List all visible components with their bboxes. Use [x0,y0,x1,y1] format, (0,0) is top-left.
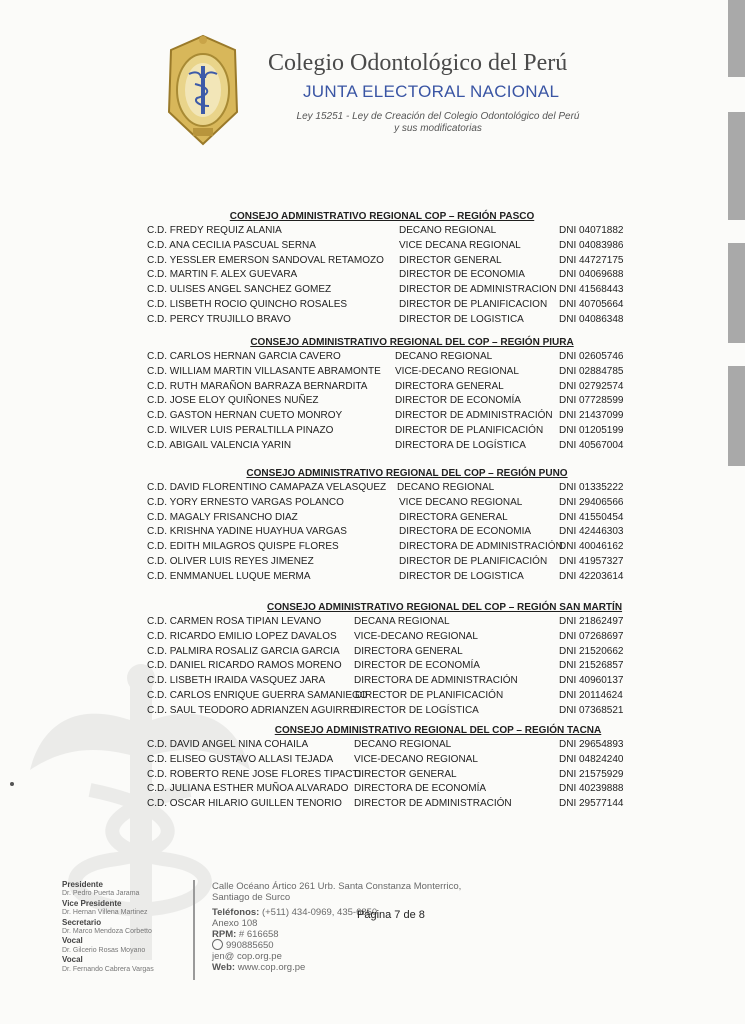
edge-tab-2 [728,112,745,220]
member-role: DIRECTORA GENERAL [399,511,508,523]
footer-divider [193,880,195,980]
officer-name: Dr. Marco Mendoza Corbetto [62,928,152,936]
member-name: C.D. DAVID ANGEL NINA COHAILA [147,739,309,750]
member-name: C.D. GASTON HERNAN CUETO MONROY [147,410,343,422]
member-name: C.D. OSCAR HILARIO GUILLEN TENORIO [147,798,342,810]
member-row [147,797,624,812]
member-row [147,540,624,555]
section-pasco [147,210,624,328]
member-name: C.D. JULIANA ESTHER MUÑOA ALVARADO [147,783,349,795]
officer-role: Vice Presidente [62,898,122,908]
member-role: DECANO REGIONAL [395,351,493,362]
member-dni: DNI 02605746 [559,351,624,362]
member-dni: DNI 02884785 [559,365,624,377]
officers-list [62,880,154,974]
whatsapp-icon [212,939,223,950]
officer-role: Secretario [62,917,102,927]
member-role: VICE DECANA REGIONAL [399,239,521,251]
law-line-1: Ley 15251 - Ley de Creación del Colegio Odontológico del Perú [296,111,580,122]
member-dni: DNI 40705664 [559,298,624,310]
member-dni: DNI 42446303 [559,526,624,538]
member-name: C.D. YORY ERNESTO VARGAS POLANCO [147,496,344,508]
member-dni: DNI 21520662 [559,645,624,657]
member-row [147,424,624,439]
member-name: C.D. ENMMANUEL LUQUE MERMA [147,570,311,582]
member-dni: DNI 04086348 [559,313,624,325]
member-role: DIRECTOR GENERAL [399,254,502,266]
member-row [147,224,624,239]
scan-speck [10,782,14,786]
member-row [147,313,624,328]
member-row [147,689,623,704]
member-name: C.D. YESSLER EMERSON SANDOVAL RETAMOZO [147,254,384,266]
member-name: C.D. ANA CECILIA PASCUAL SERNA [147,239,316,251]
member-name: C.D. LISBETH ROCIO QUINCHO ROSALES [147,298,348,310]
member-role: DIRECTORA DE LOGÍSTICA [395,439,526,451]
section-title: CONSEJO ADMINISTRATIVO REGIONAL DEL COP – REGIÓN PUNO [246,468,568,479]
member-role: DIRECTOR DE ADMINISTRACIÓN [354,798,512,810]
member-dni: DNI 07368521 [559,704,624,716]
member-role: DIRECTORA GENERAL [354,645,463,657]
member-name: C.D. EDITH MILAGROS QUISPE FLORES [147,541,339,553]
member-row [147,615,624,630]
member-name: C.D. KRISHNA YADINE HUAYHUA VARGAS [147,526,347,538]
member-name: C.D. WILVER LUIS PERALTILLA PINAZO [147,424,334,436]
edge-tab-4 [728,366,745,466]
member-role: DECANO REGIONAL [399,225,497,236]
member-dni: DNI 21526857 [559,660,624,672]
member-row [147,511,624,526]
web-label: Web: [212,962,236,974]
member-role: VICE-DECANO REGIONAL [354,753,478,765]
member-dni: DNI 29406566 [559,496,624,508]
address-line-2: Santiago de Surco [212,892,291,903]
member-row [147,254,624,269]
member-dni: DNI 40046162 [559,541,624,553]
officer-role: Presidente [62,880,103,889]
member-name: C.D. PERCY TRUJILLO BRAVO [147,313,291,325]
member-row [147,298,624,313]
member-name: C.D. ULISES ANGEL SANCHEZ GOMEZ [147,284,332,296]
address-line-1: Calle Océano Ártico 261 Urb. Santa Constanza Monterrico, [212,881,462,892]
member-row [147,704,624,719]
member-row [147,439,624,454]
phones-value: (+511) 434-0969, 435-6850 [261,907,378,918]
member-dni: DNI 04083986 [559,239,624,251]
member-role: DIRECTORA DE ECONOMÍA [354,783,487,795]
rpm-label: RPM: [212,929,237,940]
section-title: CONSEJO ADMINISTRATIVO REGIONAL DEL COP – REGIÓN SAN MARTÍN [267,602,623,613]
member-row [147,674,624,689]
member-dni: DNI 01205199 [559,424,624,436]
member-dni: DNI 29577144 [559,798,624,810]
member-dni: DNI 02792574 [559,380,624,392]
section-piura [147,336,624,454]
member-dni: DNI 40567004 [559,439,624,451]
member-dni: DNI 04069688 [559,269,624,281]
whatsapp-number: 990885650 [226,940,274,952]
section-title: CONSEJO ADMINISTRATIVO REGIONAL DEL COP – REGIÓN PIURA [250,337,574,348]
member-name: C.D. LISBETH IRAIDA VASQUEZ JARA [147,675,326,687]
member-role: DIRECTOR DE PLANIFICACIÓN [395,424,544,436]
member-role: DECANA REGIONAL [354,616,450,627]
officer-name: Dr. Pedro Puerta Jarama [62,890,140,898]
member-row [147,570,624,585]
officer-name: Dr. Fernando Cabrera Vargas [62,965,154,973]
member-name: C.D. ABIGAIL VALENCIA YARIN [147,439,292,451]
member-name: C.D. SAUL TEODORO ADRIANZEN AGUIRRE [147,704,357,716]
member-dni: DNI 41550454 [559,511,624,523]
member-name: C.D. CARLOS ENRIQUE GUERRA SAMANIEGO [147,689,368,701]
section-title: CONSEJO ADMINISTRATIVO REGIONAL COP – REGIÓN PASCO [229,211,535,222]
member-name: C.D. CARMEN ROSA TIPIAN LEVANO [147,616,322,627]
law-caption [282,111,594,135]
member-name: C.D. DAVID FLORENTINO CAMAPAZA VELASQUEZ [147,482,387,493]
member-role: DIRECTOR DE ECONOMÍA [354,660,480,672]
org-title: Colegio Odontológico del Perú [268,50,568,76]
member-name: C.D. DANIEL RICARDO RAMOS MORENO [147,660,342,672]
member-role: DIRECTOR DE LOGÍSTICA [354,704,479,716]
member-role: DIRECTORA DE ECONOMIA [399,526,532,538]
member-name: C.D. MAGALY FRISANCHO DIAZ [147,511,298,523]
member-row [147,555,624,570]
member-dni: DNI 41957327 [559,555,624,567]
member-role: DIRECTOR DE LOGISTICA [399,570,524,582]
member-row [147,283,624,298]
member-role: DIRECTORA DE ADMINISTRACIÓN [354,675,518,687]
member-name: C.D. JOSE ELOY QUIÑONES NUÑEZ [147,395,319,407]
member-role: DIRECTOR DE ECONOMÍA [395,395,521,407]
member-dni: DNI 44727175 [559,254,624,266]
edge-tab-1 [728,0,745,77]
section-tacna [147,724,624,812]
member-row [147,768,624,783]
member-dni: DNI 07728599 [559,395,624,407]
member-name: C.D. ELISEO GUSTAVO ALLASI TEJADA [147,753,334,765]
section-title: CONSEJO ADMINISTRATIVO REGIONAL DEL COP – REGIÓN TACNA [274,725,602,736]
member-row [147,380,624,395]
member-role: DIRECTOR DE LOGISTICA [399,313,524,325]
contact-block [212,881,461,973]
web-link[interactable]: www.cop.org.pe [237,962,306,974]
member-dni: DNI 29654893 [559,739,624,750]
member-role: DIRECTORA GENERAL [395,380,504,392]
member-dni: DNI 04071882 [559,225,624,236]
member-row [147,630,624,645]
member-role: VICE-DECANO REGIONAL [354,630,478,642]
officer-role: Vocal [62,936,83,946]
member-row [147,782,624,797]
member-row [147,239,624,254]
officer-name: Dr. Gilcerio Rosas Moyano [62,946,146,954]
member-row [147,645,624,660]
member-role: VICE-DECANO REGIONAL [395,365,519,377]
edge-tab-3 [728,243,745,343]
member-row [147,525,624,540]
org-subtitle: JUNTA ELECTORAL NACIONAL [303,82,560,101]
section-puno [147,467,624,585]
member-dni: DNI 21575929 [559,768,624,780]
member-dni: DNI 40960137 [559,675,624,687]
member-row [147,659,624,674]
member-role: DECANO REGIONAL [354,739,452,750]
member-name: C.D. ROBERTO RENE JOSE FLORES TIPACTI [147,768,362,780]
member-role: VICE DECANO REGIONAL [399,496,523,508]
phones-label: Teléfonos: [212,907,260,918]
member-role: DIRECTOR GENERAL [354,768,457,780]
member-row [147,350,624,365]
member-row [147,481,624,496]
member-name: C.D. WILLIAM MARTIN VILLASANTE ABRAMONTE [147,365,381,377]
member-name: C.D. PALMIRA ROSALIZ GARCIA GARCIA [147,645,340,657]
member-row [147,268,624,283]
member-dni: DNI 41568443 [559,284,624,296]
member-name: C.D. OLIVER LUIS REYES JIMENEZ [147,555,314,567]
member-role: DIRECTOR DE ADMINISTRACIÓN [395,410,553,422]
member-dni: DNI 40239888 [559,783,624,795]
section-san-martin [147,601,624,719]
member-row [147,738,624,753]
member-row [147,496,624,511]
member-dni: DNI 21862497 [559,616,624,627]
member-dni: DNI 21437099 [559,410,624,422]
member-role: DECANO REGIONAL [397,482,495,493]
member-role: DIRECTOR DE ECONOMIA [399,269,525,281]
annex: Anexo 108 [212,918,258,929]
member-role: DIRECTOR DE PLANIFICACIÓN [355,689,504,701]
member-row [147,365,624,380]
member-dni: DNI 07268697 [559,630,624,642]
member-name: C.D. RUTH MARAÑON BARRAZA BERNARDITA [147,380,368,392]
law-line-2: y sus modificatorias [394,123,482,134]
member-name: C.D. FREDY REQUIZ ALANIA [147,225,282,236]
cop-seal-logo [163,32,243,147]
member-dni: DNI 42203614 [559,570,624,582]
member-name: C.D. MARTIN F. ALEX GUEVARA [147,269,298,281]
member-dni: DNI 20114624 [559,689,623,701]
member-role: DIRECTOR DE PLANIFICACION [399,298,548,310]
member-row [147,409,624,424]
officer-role: Vocal [62,955,83,965]
member-row [147,753,624,768]
member-dni: DNI 04824240 [559,753,624,765]
member-role: DIRECTOR DE ADMINISTRACION [399,284,557,296]
member-name: C.D. CARLOS HERNAN GARCIA CAVERO [147,351,341,362]
member-name: C.D. RICARDO EMILIO LOPEZ DAVALOS [147,630,337,642]
officer-name: Dr. Hernan Villena Martinez [62,909,148,917]
member-role: DIRECTOR DE PLANIFICACIÓN [399,555,548,567]
page-number: Página 7 de 8 [357,909,425,921]
member-row [147,394,624,409]
email-link[interactable]: jen@ cop.org.pe [212,951,282,963]
member-role: DIRECTORA DE ADMINISTRACIÓN [399,541,563,553]
member-dni: DNI 01335222 [559,482,624,493]
rpm-value: # 616658 [238,929,279,940]
